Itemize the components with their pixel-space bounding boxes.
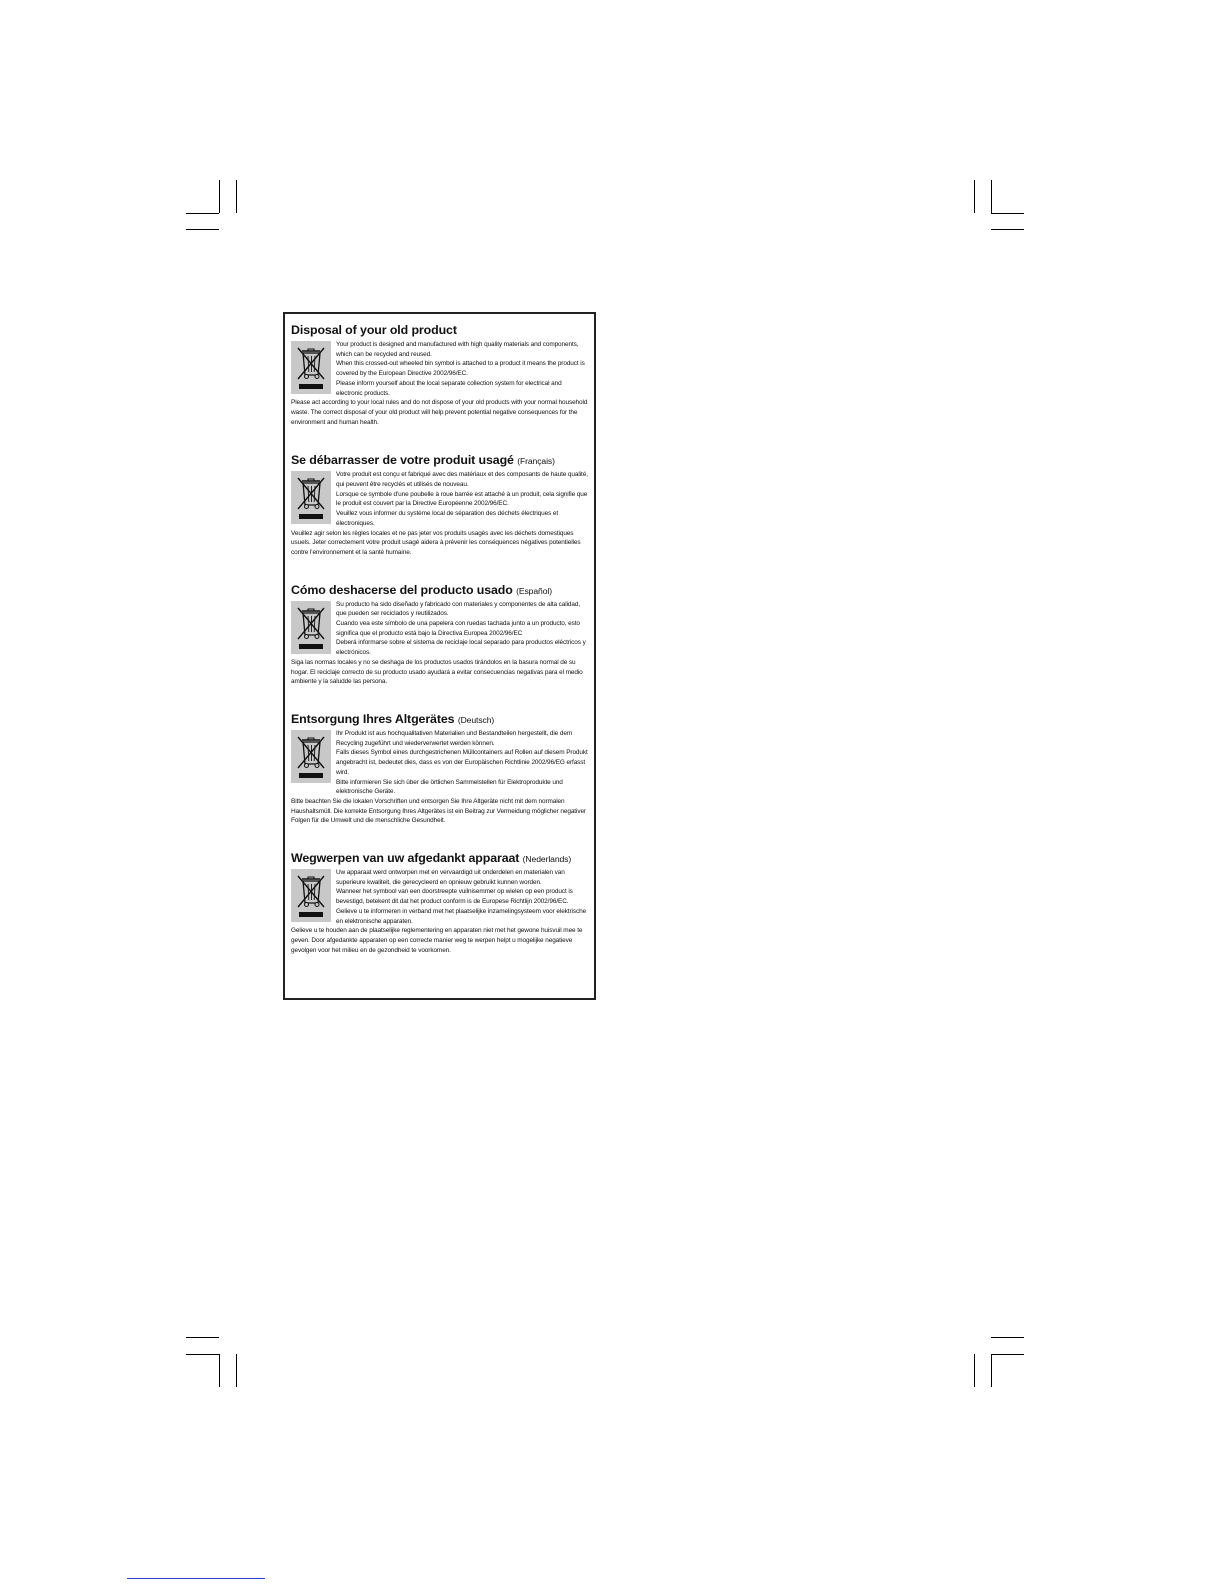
crop-mark: [991, 229, 1024, 230]
section-language: (Nederlands): [522, 854, 572, 865]
section-language: (Deutsch): [457, 714, 495, 725]
section-intro-text: [336, 729, 589, 797]
crop-mark: [236, 180, 237, 213]
crop-mark: [219, 1354, 220, 1387]
section-row: [291, 600, 589, 658]
paragraph: Your product is designed and manufactured with high quality materials and components, which can be recycled and reused.: [336, 341, 579, 358]
section-german: [291, 712, 589, 826]
paragraph: Votre produit est conçu et fabriqué avec des matériaux et des composants de haute qualité, qui peuvent être recyclés et utilisés de nouveau.: [336, 471, 588, 489]
paragraph: Siga las normas locales y no se deshaga de los productos usados tirándolos en la basura normal de su hogar. El reciclaje correcto de su producto usado ayudará a evitar consecuencias negativas para el medio ambiente y la saludde las persona.: [291, 658, 583, 686]
paragraph: Bitte beachten Sie die lokalen Vorschriften und entsorgen Sie Ihre Altgeräte nicht mit dem normalen Haushaltsmüll. Die korrekte Entsorgung Ihres Altgerätes ist ein Beitrag zur Vermeidung möglicher negativer Folgen für die Umwelt und die menschliche Gesundheit.: [291, 797, 586, 825]
paragraph: Veuillez agir selon les règles locales et ne pas jeter vos produits usagés avec les déchets domestiques usuels. Jeter correctement votre produit usagé aidera à prévenir les conséquences négatives potentielles contre l'environnement et la santé humaine.: [291, 529, 581, 556]
section-title: [291, 323, 589, 339]
crop-mark: [186, 1354, 219, 1355]
crossed-out-wheeled-bin-icon: [291, 341, 331, 394]
crop-mark: [991, 1354, 992, 1387]
section-dutch: [291, 851, 589, 955]
section-title-text: Entsorgung Ihres Altgerätes: [291, 711, 455, 726]
section-language: (Español): [516, 585, 552, 596]
section-row: [291, 340, 589, 398]
crop-mark: [186, 1337, 219, 1338]
crop-mark: [991, 180, 992, 213]
section-row: [291, 729, 589, 797]
section-title: [291, 583, 589, 599]
section-english: [291, 323, 589, 427]
crop-mark: [219, 180, 220, 213]
paragraph: Ihr Produkt ist aus hochqualitativen Materialien und Bestandteilen hergestellt, die dem Recycling zugeführt und wiederverwertet werden können.: [336, 729, 573, 747]
paragraph: Please inform yourself about the local separate collection system for electrical and electronic products.: [336, 379, 562, 397]
section-intro-text: [336, 340, 589, 398]
section-title-text: Se débarrasser de votre produit usagé: [291, 453, 514, 468]
section-title: [291, 712, 589, 728]
section-intro-text: [336, 868, 589, 926]
disposal-info-panel: [283, 312, 596, 1000]
section-language: (Français): [517, 456, 555, 467]
section-title-text: Wegwerpen van uw afgedankt apparaat: [291, 851, 520, 866]
crossed-out-wheeled-bin-icon: [291, 730, 331, 783]
paragraph: Lorsque ce symbole d'une poubelle à roue barrée est attaché à un produit, cela signifie que le produit est couvert par la Directive Européenne 2002/96/EC.: [336, 490, 588, 508]
footer-link-underline[interactable]: [127, 1578, 265, 1579]
section-row: [291, 470, 589, 528]
paragraph: Bitte informieren Sie sich über die örtlichen Sammelstellen für Elektroprodukte und elektronische Geräte.: [336, 778, 563, 796]
crop-mark: [236, 1354, 237, 1387]
section-closing-text: [291, 529, 589, 558]
paragraph: Please act according to your local rules and do not dispose of your old products with your normal household waste. The correct disposal of your old product will help prevent potential negative consequences for the environment and human health.: [291, 399, 588, 426]
crop-mark: [974, 180, 975, 213]
paragraph: Falls dieses Symbol eines durchgestrichenen Müllcontainers auf Rollen auf diesem Produkt angebracht ist, bedeutet dies, dass es von der Europäischen Richtlinie 2002/96/EG erfasst wird.: [336, 749, 588, 776]
section-title-text: Cómo deshacerse del producto usado: [291, 582, 513, 597]
paragraph: Veuillez vous informer du système local de séparation des déchets électriques et électroniques.: [336, 510, 559, 527]
crop-mark: [991, 213, 1024, 214]
paragraph: Su producto ha sido diseñado y fabricado con materiales y componentes de alta calidad, que pueden ser reciclados y reutilizados.: [336, 600, 581, 618]
section-title: [291, 851, 589, 867]
crop-mark: [991, 1354, 1024, 1355]
section-closing-text: [291, 398, 589, 427]
crossed-out-wheeled-bin-icon: [291, 869, 331, 922]
section-title: [291, 453, 589, 469]
crossed-out-wheeled-bin-icon: [291, 471, 331, 524]
section-french: [291, 453, 589, 557]
section-title-text: Disposal of your old product: [291, 323, 457, 337]
crop-mark: [974, 1354, 975, 1387]
paragraph: Uw apparaat werd ontworpen met en vervaardigd uit onderdelen en materialen van superieure kwaliteit, die gerecycleerd en opnieuw gebruikt kunnen worden.: [336, 869, 565, 886]
crop-mark: [186, 213, 219, 214]
crop-mark: [991, 1337, 1024, 1338]
section-row: [291, 868, 589, 926]
crop-mark: [186, 229, 219, 230]
paragraph: Cuando vea este símbolo de una papelera con ruedas tachada junto a un producto, esto significa que el producto está bajo la Directiva Europea 2002/96/EC: [336, 620, 580, 637]
crossed-out-wheeled-bin-icon: [291, 601, 331, 654]
paragraph: Gelieve u te informeren in verband met het plaatselijke inzamelingsysteem voor elektrische en elektronische apparaten.: [336, 907, 587, 925]
section-closing-text: [291, 658, 589, 687]
section-spanish: [291, 583, 589, 687]
paragraph: When this crossed-out wheeled bin symbol is attached to a product it means the product is covered by the European Directive 2002/96/EC.: [336, 360, 585, 378]
paragraph: Deberá informarse sobre el sistema de reciclaje local separado para productos eléctricos y electrónicos.: [336, 639, 586, 657]
paragraph: Gelieve u te houden aan de plaatselijke reglementering en apparaten niet met het gewone huisvuil mee te geven. Door afgedankte apparaten op een correcte manier weg te werpen helpt u mogelijke negatieve gevolgen voor het milieu en de gezondheid te voorkomen.: [291, 927, 583, 954]
section-intro-text: [336, 600, 589, 658]
section-intro-text: [336, 470, 589, 528]
paragraph: Wanneer het symbool van een doorstreepte vuilnisemmer op wielen op een product is bevestigd, betekent dit dat het product conform is de Europese Richtlijn 2002/96/EC.: [336, 888, 573, 906]
section-closing-text: [291, 926, 589, 955]
section-closing-text: [291, 797, 589, 826]
